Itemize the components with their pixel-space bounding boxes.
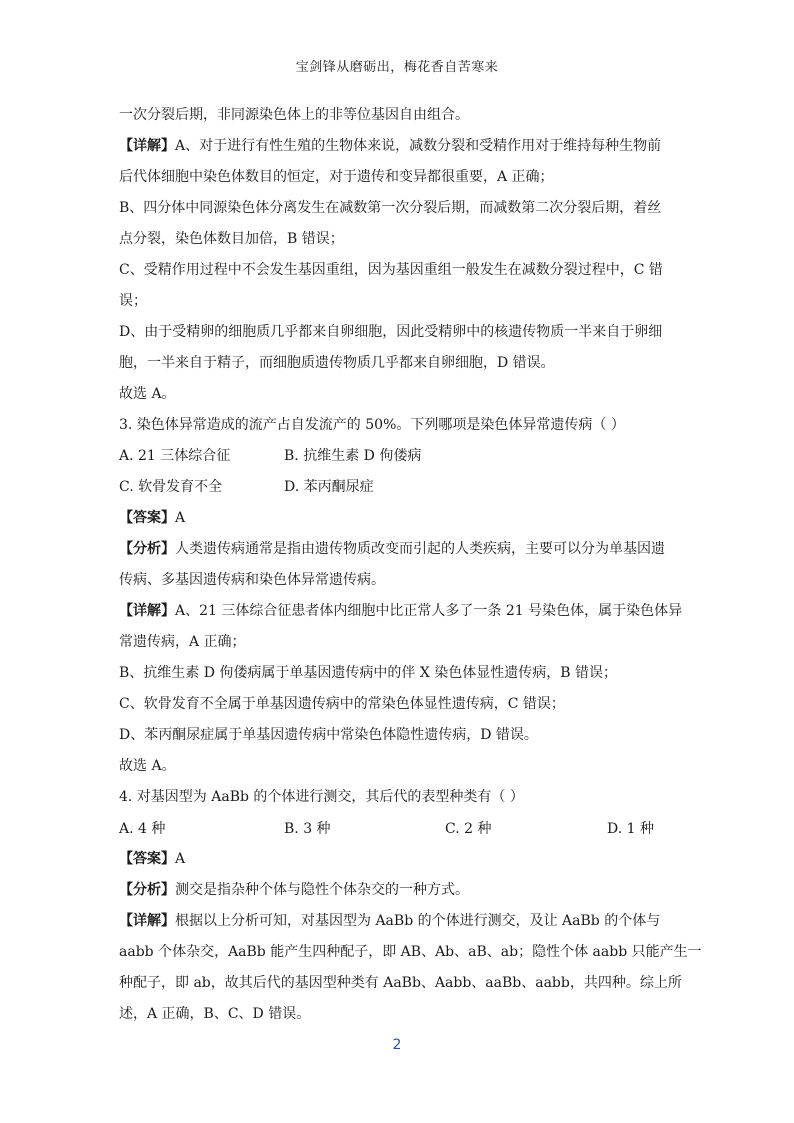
section-tag: 【详解】 [119,913,175,929]
line-text: 根据以上分析可知，对基因型为 AaBb 的个体进行测交，及让 AaBb 的个体与 [175,913,661,929]
section-tag: 【分析】 [119,882,175,898]
page-header-motto: 宝剑锋从磨砺出，梅花香自苦寒来 [295,60,499,75]
q3-option-a: A. 21 三体综合征 [119,448,231,464]
line-text: 点分裂，染色体数目加倍，B 错误； [119,231,344,247]
line-text: 胞，一半来自于精子，而细胞质遗传物质几乎都来自卵细胞，D 错误。 [119,355,555,371]
text-line [119,229,344,249]
q3-option-b: B. 抗维生素 D 佝偻病 [284,448,422,464]
text-line [119,291,147,311]
text-line [119,849,185,869]
q3-option-c: C. 软骨发育不全 [119,479,223,495]
line-text: D、由于受精卵的细胞质几乎都来自卵细胞，因此受精卵中的核遗传物质一半来自于卵细 [119,324,663,340]
line-text: 种配子，即 ab，故其后代的基因型种类有 AaBb、Aabb、aaBb、aabb，共四种。综上所 [119,975,682,991]
text-line [119,725,538,745]
line-text: A [175,851,186,867]
text-line [119,694,565,714]
line-text: 传病、多基因遗传病和染色体异常遗传病。 [119,572,385,588]
text-line [119,136,661,156]
text-line [119,911,660,931]
line-text: A、21 三体综合征患者体内细胞中比正常人多了一条 21 号染色体，属于染色体异 [175,603,683,619]
text-line [119,601,682,621]
text-line [119,322,662,342]
line-text: B、抗维生素 D 佝偻病属于单基因遗传病中的伴 X 染色体显性遗传病，B 错误； [119,665,618,681]
section-tag: 【详解】 [119,603,175,619]
line-text: 故选 A。 [119,386,176,402]
text-line [119,632,246,652]
text-line [119,198,661,218]
section-tag: 【答案】 [119,851,175,867]
line-text: 常遗传病，A 正确； [119,634,246,650]
line-text: 3. 染色体异常造成的流产占自发流产的 50%。下列哪项是染色体异常遗传病（ ） [119,417,625,433]
text-line [119,167,554,187]
section-tag: 【答案】 [119,510,175,526]
text-line [119,508,185,528]
q4-option-a: A. 4 种 [119,821,166,837]
text-line [119,415,625,435]
text-line [119,973,682,993]
text-line [119,539,665,559]
q4-option-c: C. 2 种 [445,821,492,837]
line-text: 测交是指杂种个体与隐性个体杂交的一种方式。 [175,882,469,898]
q4-option-d: D. 1 种 [607,821,654,837]
line-text: 故选 A。 [119,758,176,774]
page-number: 2 [392,1037,402,1053]
text-line [119,570,385,590]
line-text: C、受精作用过程中不会发生基因重组，因为基因重组一般发生在减数分裂过程中，C 错 [119,262,663,278]
text-line [119,663,617,683]
q4-option-b: B. 3 种 [284,821,331,837]
section-tag: 【详解】 [119,138,175,154]
line-text: 后代体细胞中染色体数目的恒定，对于遗传和变异都很重要，A 正确； [119,169,554,185]
line-text: 述，A 正确，B、C、D 错误。 [119,1006,311,1022]
line-text: 人类遗传病通常是指由遗传物质改变而引起的人类疾病，主要可以分为单基因遗 [175,541,665,557]
text-line [119,942,702,962]
line-text: 4. 对基因型为 AaBb 的个体进行测交，其后代的表型种类有（ ） [119,789,524,805]
text-line [119,787,524,807]
q3-option-d: D. 苯丙酮尿症 [284,479,374,495]
section-tag: 【分析】 [119,541,175,557]
line-text: 一次分裂后期，非同源染色体上的非等位基因自由组合。 [119,107,469,123]
text-line [119,384,176,404]
text-line [119,353,555,373]
line-text: A [175,510,186,526]
line-text: B、四分体中同源染色体分离发生在减数第一次分裂后期，而减数第二次分裂后期，着丝 [119,200,662,216]
text-line [119,1004,310,1024]
line-text: A、对于进行有性生殖的生物体来说，减数分裂和受精作用对于维持每种生物前 [175,138,662,154]
text-line [119,260,663,280]
line-text: C、软骨发育不全属于单基因遗传病中的常染色体显性遗传病，C 错误； [119,696,565,712]
line-text: aabb 个体杂交，AaBb 能产生四种配子，即 AB、Ab、aB、ab；隐性个体 aabb 只能产生一 [119,944,702,960]
line-text: 误； [119,293,147,309]
text-line [119,880,469,900]
line-text: D、苯丙酮尿症属于单基因遗传病中常染色体隐性遗传病，D 错误。 [119,727,538,743]
text-line [119,105,469,125]
text-line [119,756,176,776]
